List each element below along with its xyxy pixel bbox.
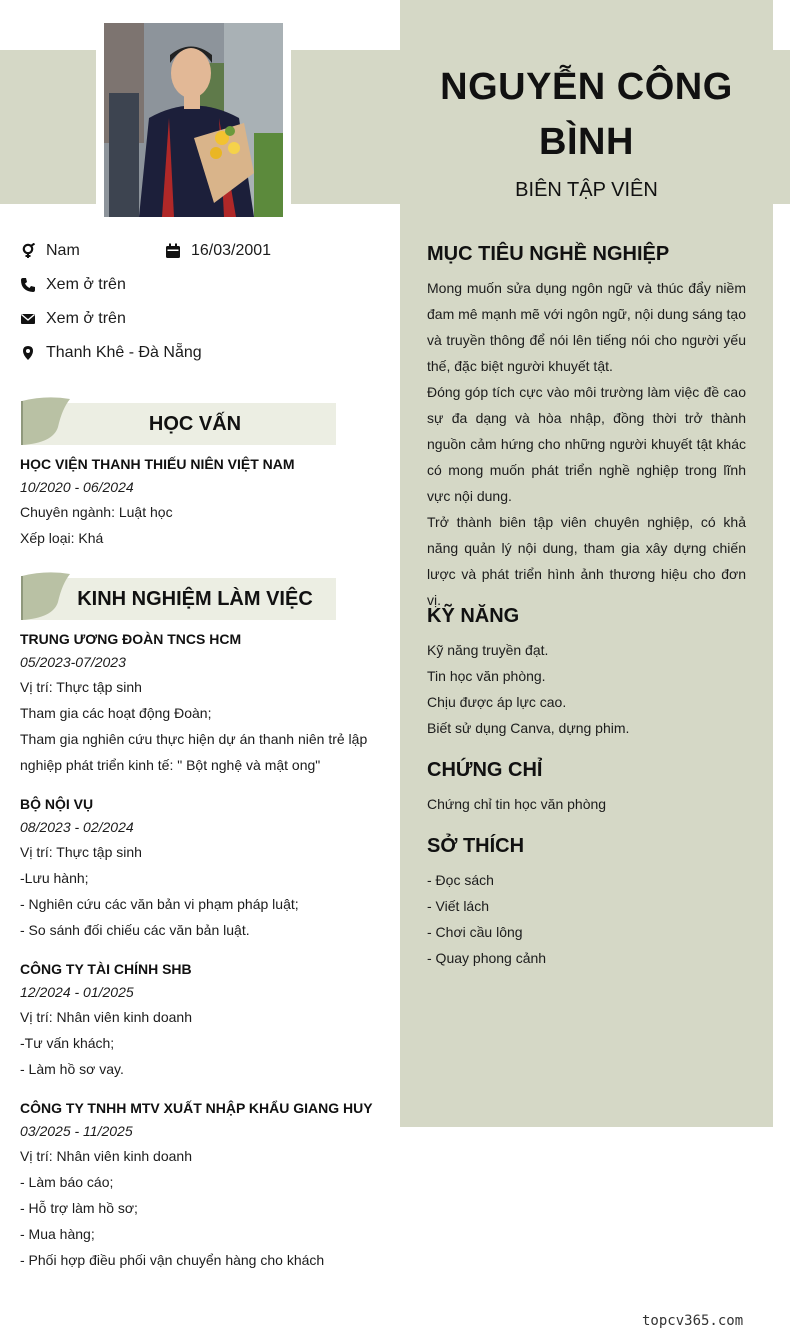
experience-section-header — [20, 572, 336, 618]
job-org: TRUNG ƯƠNG ĐOÀN TNCS HCM — [20, 631, 242, 647]
address-value: Thanh Khê - Đà Nẵng — [46, 344, 202, 361]
job-line: Vị trí: Nhân viên kinh doanh — [20, 1148, 192, 1164]
objective-paragraph: Đóng góp tích cực vào môi trường làm việc đề cao sự đa dạng và hòa nhập, đồng thời trở thành nguồn cảm hứng cho những người khuyết tật khác có mong muốn phát triển nghề nghiệp trong lĩnh vực nội dung. — [427, 384, 746, 504]
job-org: CÔNG TY TÀI CHÍNH SHB — [20, 961, 192, 977]
education-school: HỌC VIỆN THANH THIẾU NIÊN VIỆT NAM — [20, 456, 295, 472]
job-line: - Làm báo cáo; — [20, 1174, 114, 1190]
certificate-item: Chứng chỉ tin học văn phòng — [427, 796, 607, 812]
job-line: Vị trí: Thực tập sinh — [20, 679, 142, 695]
job-line: Tham gia các hoạt động Đoàn; — [20, 705, 212, 721]
education-section-header — [20, 397, 336, 443]
job-line: - Hỗ trợ làm hồ sơ; — [20, 1200, 138, 1216]
hobby-item: - Viết lách — [427, 898, 489, 914]
calendar-icon — [165, 243, 181, 259]
email-value: Xem ở trên — [46, 310, 126, 327]
job-line: - Làm hồ sơ vay. — [20, 1061, 124, 1077]
gender-row — [20, 242, 80, 260]
site-watermark: topcv365.com — [642, 1313, 744, 1329]
birthday-value: 16/03/2001 — [191, 242, 272, 259]
job-period: 08/2023 - 02/2024 — [20, 819, 134, 835]
objective-paragraph: Trở thành biên tập viên chuyên nghiệp, có khả năng quản lý nội dung, tham gia xây dựng chiến lược và phát triển hình ảnh thương hiệu cho đơn vị. — [427, 514, 746, 608]
envelope-icon — [20, 311, 36, 327]
birthday-row — [165, 242, 271, 260]
map-pin-icon — [20, 345, 36, 361]
job-org: BỘ NỘI VỤ — [20, 796, 94, 812]
education-major: Chuyên ngành: Luật học — [20, 504, 173, 520]
address-row — [20, 344, 202, 362]
job-org: CÔNG TY TNHH MTV XUẤT NHẬP KHẨU GIANG HUY — [20, 1100, 373, 1116]
job-line: - Phối hợp điều phối vận chuyển hàng cho khách — [20, 1252, 325, 1268]
hobby-item: - Quay phong cảnh — [427, 950, 547, 966]
job-period: 12/2024 - 01/2025 — [20, 984, 134, 1000]
header-band-middle — [291, 50, 401, 204]
skill-item: Chịu được áp lực cao. — [427, 694, 567, 710]
hobbies-heading: SỞ THÍCH — [427, 835, 525, 857]
phone-row — [20, 276, 126, 294]
header-band-right — [772, 50, 790, 204]
profile-photo — [104, 23, 283, 217]
skills-heading: KỸ NĂNG — [427, 605, 520, 627]
hobby-item: - Chơi cầu lông — [427, 924, 523, 940]
objective-heading: MỤC TIÊU NGHỀ NGHIỆP — [427, 243, 670, 265]
job-line: Tham gia nghiên cứu thực hiện dự án thanh niên trẻ lập nghiệp phát triển kinh tế: " Bột nghệ và mật ong" — [20, 731, 368, 773]
education-period: 10/2020 - 06/2024 — [20, 479, 134, 495]
job-period: 03/2025 - 11/2025 — [20, 1123, 133, 1139]
candidate-name — [400, 60, 773, 170]
job-line: - So sánh đối chiếu các văn bản luật. — [20, 922, 250, 938]
skill-item: Tin học văn phòng. — [427, 668, 546, 684]
phone-value: Xem ở trên — [46, 276, 126, 293]
job-title: BIÊN TẬP VIÊN — [515, 179, 658, 201]
education-heading: HỌC VẤN — [148, 413, 242, 435]
job-line: -Tư vấn khách; — [20, 1035, 115, 1051]
candidate-name-line2: BÌNH — [539, 121, 634, 163]
education-rank: Xếp loại: Khá — [20, 530, 104, 546]
job-line: - Nghiên cứu các văn bản vi phạm pháp luật; — [20, 896, 299, 912]
skill-item: Biết sử dụng Canva, dựng phim. — [427, 720, 630, 736]
experience-heading: KINH NGHIỆM LÀM VIỆC — [77, 588, 313, 610]
certificates-heading: CHỨNG CHỈ — [427, 759, 543, 781]
objective-paragraph: Mong muốn sửa dụng ngôn ngữ và thúc đẩy niềm đam mê mạnh mẽ với ngôn ngữ, nội dung sáng tạo và truyền thông để nói lên tiếng nói cho người yếu thế, đặc biệt người khuyết tật. — [427, 280, 746, 374]
job-line: -Lưu hành; — [20, 870, 89, 886]
job-period: 05/2023-07/2023 — [20, 654, 126, 670]
header-band-left — [0, 50, 96, 204]
email-row — [20, 310, 126, 328]
gender-value: Nam — [46, 242, 80, 259]
hobby-item: - Đọc sách — [427, 872, 494, 888]
job-line: Vị trí: Nhân viên kinh doanh — [20, 1009, 192, 1025]
job-line: Vị trí: Thực tập sinh — [20, 844, 142, 860]
phone-icon — [20, 277, 36, 293]
skill-item: Kỹ năng truyền đạt. — [427, 642, 549, 658]
job-line: - Mua hàng; — [20, 1226, 95, 1242]
candidate-name-line1: NGUYỄN CÔNG — [440, 66, 733, 108]
gender-icon — [20, 243, 36, 259]
